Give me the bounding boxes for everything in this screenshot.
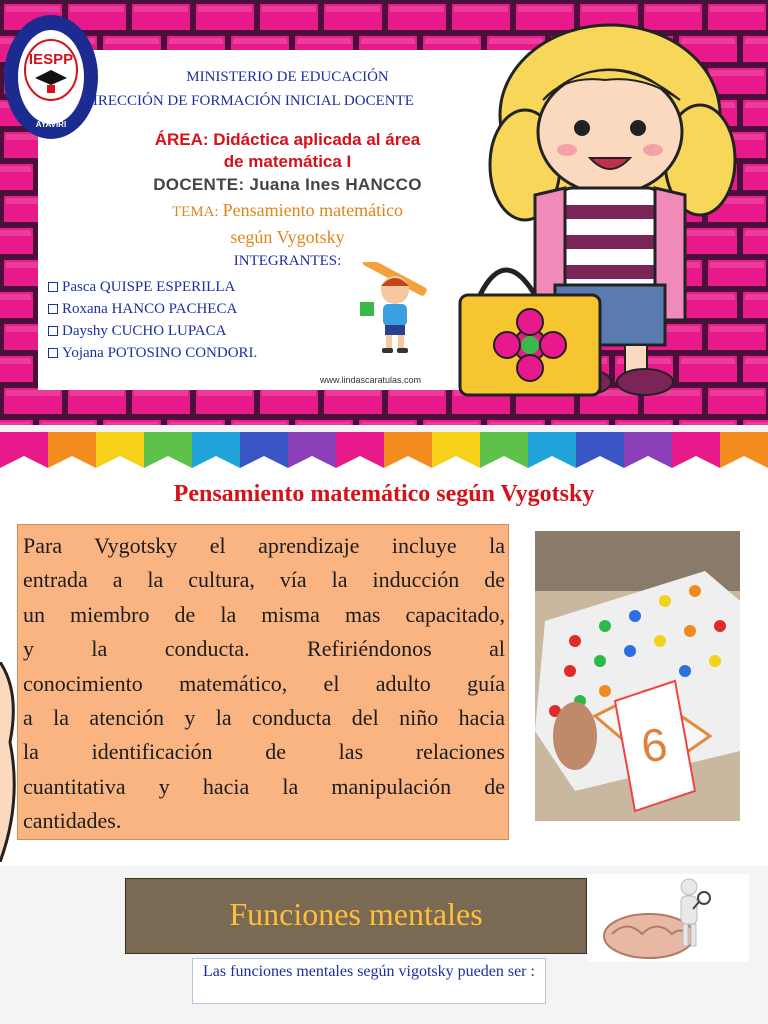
- list-item: [48, 298, 348, 320]
- paragraph-line: y la conducta. Refiriéndonos al: [23, 636, 505, 662]
- member-name: Pasca QUISPE ESPERILLA: [62, 278, 236, 295]
- list-item: [48, 342, 348, 364]
- girl-illustration: [455, 20, 755, 410]
- checkbox-icon: [48, 326, 58, 336]
- paragraph-line: la identificación de las relaciones: [23, 739, 505, 765]
- cover-slide: [0, 0, 768, 425]
- direction-label: DIRECCIÓN DE FORMACIÓN INICIAL DOCENTE: [82, 93, 414, 109]
- tema-line-2: según Vygotsky: [230, 227, 345, 247]
- member-list: [48, 276, 348, 364]
- boy-with-pencil-illustration: [355, 262, 435, 357]
- partial-cartoon-decoration: [0, 662, 22, 862]
- section-subtitle: Las funciones mentales según vigotsky pueden ser :: [192, 958, 546, 1004]
- funciones-mentales-banner: [125, 878, 587, 954]
- area-line-2: de matemática I: [223, 152, 352, 171]
- paragraph-line: entrada a la cultura, vía la inducción de: [23, 567, 505, 593]
- quote-box: [17, 524, 509, 840]
- checkbox-icon: [48, 348, 58, 358]
- content-slide: [0, 432, 768, 866]
- slide-title: Pensamiento matemático según Vygotsky: [173, 481, 595, 507]
- integrantes-label: INTEGRANTES:: [233, 253, 342, 269]
- paragraph: [23, 529, 505, 839]
- tema-block: [95, 200, 480, 221]
- logo-acronym: IESPP: [28, 51, 74, 68]
- bunting-banner: [0, 432, 768, 472]
- paragraph-line: a la atención y la conducta del niño hacia: [23, 705, 505, 731]
- number-card: 6: [637, 717, 671, 773]
- checkbox-icon: [48, 304, 58, 314]
- section-title: Funciones mentales: [229, 896, 483, 932]
- paragraph-line: un miembro de la misma mas capacitado,: [23, 601, 505, 627]
- checkbox-icon: [48, 282, 58, 292]
- paragraph-line: conocimiento matemático, el adulto guía: [23, 670, 505, 696]
- paragraph-line: Para Vygotsky el aprendizaje incluye la: [23, 533, 505, 558]
- tema-line-1: Pensamiento matemático: [222, 200, 404, 220]
- website-label: www.lindascaratulas.com: [320, 375, 422, 385]
- paragraph-line: cuantitativa y hacia la manipulación de: [23, 773, 505, 799]
- tema-label: TEMA:: [171, 204, 219, 220]
- brain-figure-illustration: [587, 874, 749, 962]
- list-item: [48, 276, 348, 298]
- children-math-activity-photo: [535, 531, 740, 821]
- institute-logo: [2, 12, 100, 142]
- member-name: Dayshy CUCHO LUPACA: [62, 322, 227, 339]
- paragraph-line: cantidades.: [23, 808, 122, 834]
- ministry-label: MINISTERIO DE EDUCACIÓN: [186, 69, 389, 85]
- list-item: [48, 320, 348, 342]
- docente-label: DOCENTE: Juana Ines HANCCO: [153, 175, 422, 194]
- member-name: Roxana HANCO PACHECA: [62, 300, 238, 317]
- area-line-1: ÁREA: Didáctica aplicada al área: [154, 130, 421, 149]
- logo-city: AYAVIRI: [35, 120, 67, 129]
- member-name: Yojana POTOSINO CONDORI.: [62, 344, 258, 361]
